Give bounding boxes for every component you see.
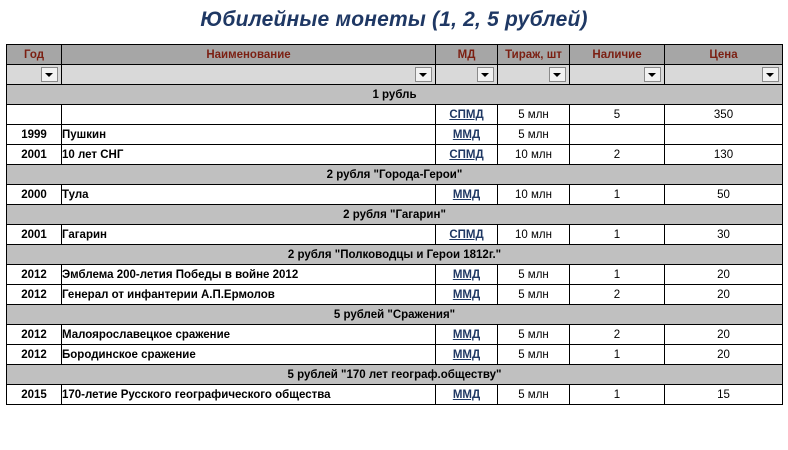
filter-dropdown-icon[interactable] bbox=[549, 67, 566, 82]
cell-availability: 1 bbox=[570, 225, 665, 245]
cell-md: ММД bbox=[436, 125, 498, 145]
table-group-row bbox=[7, 85, 783, 105]
filter-cell-tirazh bbox=[498, 65, 570, 85]
cell-name bbox=[62, 105, 436, 125]
group-label: 5 рублей "Сражения" bbox=[7, 305, 783, 325]
table-row[interactable] bbox=[7, 185, 783, 205]
cell-name: Генерал от инфантерии А.П.Ермолов bbox=[62, 285, 436, 305]
table-row[interactable] bbox=[7, 285, 783, 305]
cell-name: Тула bbox=[62, 185, 436, 205]
column-header-name: Наименование bbox=[62, 45, 436, 65]
table-row[interactable] bbox=[7, 145, 783, 165]
cell-tirazh: 5 млн bbox=[498, 325, 570, 345]
cell-tirazh: 10 млн bbox=[498, 225, 570, 245]
filter-cell-md bbox=[436, 65, 498, 85]
cell-year: 2012 bbox=[7, 285, 62, 305]
table-group-row bbox=[7, 165, 783, 185]
filter-cell-price bbox=[665, 65, 783, 85]
cell-year bbox=[7, 105, 62, 125]
cell-availability: 2 bbox=[570, 285, 665, 305]
table-row[interactable] bbox=[7, 325, 783, 345]
cell-md: СПМД bbox=[436, 145, 498, 165]
column-header-price: Цена bbox=[665, 45, 783, 65]
column-header-avail: Наличие bbox=[570, 45, 665, 65]
cell-name: 10 лет СНГ bbox=[62, 145, 436, 165]
filter-row bbox=[7, 65, 783, 85]
table-row[interactable] bbox=[7, 345, 783, 365]
cell-md: ММД bbox=[436, 325, 498, 345]
cell-availability: 1 bbox=[570, 185, 665, 205]
filter-dropdown-icon[interactable] bbox=[762, 67, 779, 82]
cell-year: 1999 bbox=[7, 125, 62, 145]
filter-dropdown-icon[interactable] bbox=[415, 67, 432, 82]
cell-price: 50 bbox=[665, 185, 783, 205]
filter-dropdown-icon[interactable] bbox=[41, 67, 58, 82]
table-group-row bbox=[7, 365, 783, 385]
table-group-row bbox=[7, 205, 783, 225]
column-header-md: МД bbox=[436, 45, 498, 65]
group-label: 2 рубля "Города-Герои" bbox=[7, 165, 783, 185]
cell-tirazh: 10 млн bbox=[498, 185, 570, 205]
cell-year: 2012 bbox=[7, 325, 62, 345]
table-row[interactable] bbox=[7, 125, 783, 145]
table-row[interactable] bbox=[7, 105, 783, 125]
cell-md: ММД bbox=[436, 385, 498, 405]
cell-availability: 2 bbox=[570, 325, 665, 345]
cell-price: 15 bbox=[665, 385, 783, 405]
cell-tirazh: 5 млн bbox=[498, 125, 570, 145]
filter-cell-avail bbox=[570, 65, 665, 85]
cell-md: ММД bbox=[436, 285, 498, 305]
filter-dropdown-icon[interactable] bbox=[477, 67, 494, 82]
cell-tirazh: 5 млн bbox=[498, 345, 570, 365]
cell-tirazh: 5 млн bbox=[498, 385, 570, 405]
cell-md: ММД bbox=[436, 185, 498, 205]
cell-price: 20 bbox=[665, 325, 783, 345]
cell-price: 350 bbox=[665, 105, 783, 125]
cell-md: ММД bbox=[436, 345, 498, 365]
cell-year: 2012 bbox=[7, 345, 62, 365]
cell-price: 20 bbox=[665, 265, 783, 285]
cell-availability: 5 bbox=[570, 105, 665, 125]
cell-name: Бородинское сражение bbox=[62, 345, 436, 365]
cell-tirazh: 10 млн bbox=[498, 145, 570, 165]
table-group-row bbox=[7, 305, 783, 325]
cell-year: 2001 bbox=[7, 225, 62, 245]
cell-year: 2012 bbox=[7, 265, 62, 285]
cell-price: 20 bbox=[665, 345, 783, 365]
cell-md: СПМД bbox=[436, 225, 498, 245]
cell-tirazh: 5 млн bbox=[498, 285, 570, 305]
table-row[interactable] bbox=[7, 225, 783, 245]
cell-price: 20 bbox=[665, 285, 783, 305]
cell-tirazh: 5 млн bbox=[498, 265, 570, 285]
cell-name: Пушкин bbox=[62, 125, 436, 145]
cell-name: 170-летие Русского географического общества bbox=[62, 385, 436, 405]
group-label: 5 рублей "170 лет географ.обществу" bbox=[7, 365, 783, 385]
cell-year: 2015 bbox=[7, 385, 62, 405]
table-row[interactable] bbox=[7, 385, 783, 405]
cell-name: Эмблема 200-летия Победы в войне 2012 bbox=[62, 265, 436, 285]
table-group-row bbox=[7, 245, 783, 265]
coins-table bbox=[6, 44, 783, 405]
group-label: 2 рубля "Гагарин" bbox=[7, 205, 783, 225]
table-body bbox=[7, 85, 783, 405]
column-header-year: Год bbox=[7, 45, 62, 65]
cell-availability: 1 bbox=[570, 345, 665, 365]
cell-name: Гагарин bbox=[62, 225, 436, 245]
cell-price: 130 bbox=[665, 145, 783, 165]
cell-tirazh: 5 млн bbox=[498, 105, 570, 125]
cell-year: 2000 bbox=[7, 185, 62, 205]
table-row[interactable] bbox=[7, 265, 783, 285]
cell-availability: 2 bbox=[570, 145, 665, 165]
filter-cell-name bbox=[62, 65, 436, 85]
cell-year: 2001 bbox=[7, 145, 62, 165]
cell-availability: 1 bbox=[570, 385, 665, 405]
filter-dropdown-icon[interactable] bbox=[644, 67, 661, 82]
cell-md: ММД bbox=[436, 265, 498, 285]
cell-availability bbox=[570, 125, 665, 145]
cell-price: 30 bbox=[665, 225, 783, 245]
page-title: Юбилейные монеты (1, 2, 5 рублей) bbox=[200, 8, 588, 31]
table-header bbox=[7, 45, 783, 85]
group-label: 2 рубля "Полководцы и Герои 1812г." bbox=[7, 245, 783, 265]
cell-name: Малоярославецкое сражение bbox=[62, 325, 436, 345]
cell-price bbox=[665, 125, 783, 145]
filter-cell-year bbox=[7, 65, 62, 85]
cell-availability: 1 bbox=[570, 265, 665, 285]
cell-md: СПМД bbox=[436, 105, 498, 125]
column-header-tirazh: Тираж, шт bbox=[498, 45, 570, 65]
group-label: 1 рубль bbox=[7, 85, 783, 105]
